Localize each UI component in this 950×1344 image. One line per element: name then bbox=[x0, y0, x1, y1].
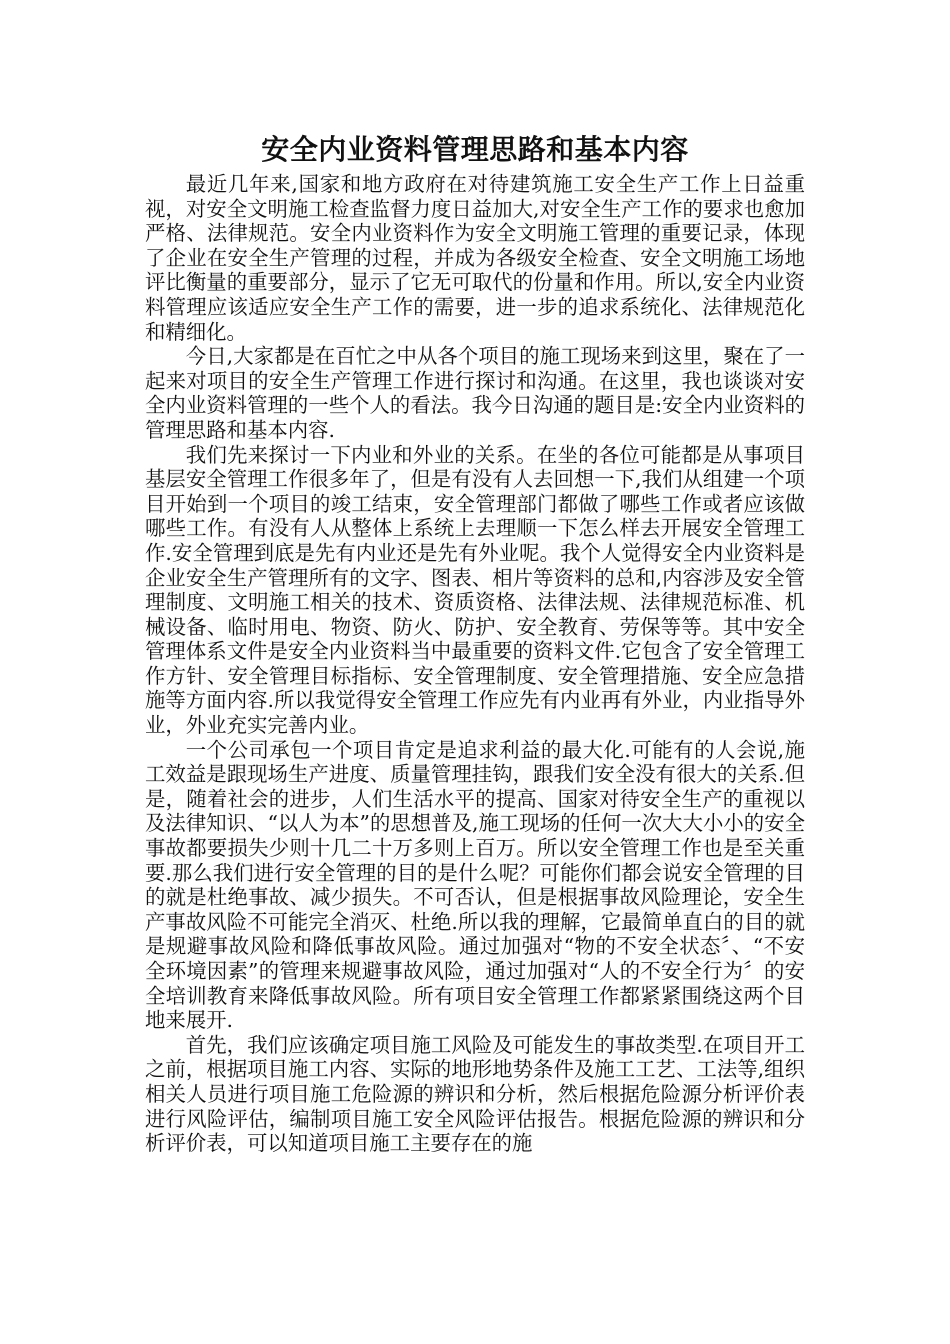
paragraph-today: 今日,大家都是在百忙之中从各个项目的施工现场来到这里，聚在了一起来对项目的安全生产管理工作进行探讨和沟通。在这里，我也谈谈对安全内业资料管理的一些个人的看法。我今日沟通的题目是:安全内业资料的管理思路和基本内容. bbox=[145, 344, 805, 442]
document-title: 安全内业资料管理思路和基本内容 bbox=[261, 133, 689, 166]
paragraph-intro: 最近几年来,国家和地方政府在对待建筑施工安全生产工作上日益重视，对安全文明施工检查监督力度日益加大,对安全生产工作的要求也愈加严格、法律规范。安全内业资料作为安全文明施工管理的重要记录，体现了企业在安全生产管理的过程，并成为各级安全检查、安全文明施工场地评比衡量的重要部分，显示了它无可取代的份量和作用。所以,安全内业资料管理应该适应安全生产工作的需要，进一步的追求系统化、法律规范化和精细化。 bbox=[145, 172, 805, 344]
paragraph-inner-outer: 我们先来探讨一下内业和外业的关系。在坐的各位可能都是从事项目基层安全管理工作很多年了，但是有没有人去回想一下,我们从组建一个项目开始到一个项目的竣工结束，安全管理部门都做了哪些工作或者应该做哪些工作。有没有人从整体上系统上去理顺一下怎么样去开展安全管理工作.安全管理到底是先有内业还是先有外业呢。我个人觉得安全内业资料是企业安全生产管理所有的文字、图表、相片等资料的总和,内容涉及安全管理制度、文明施工相关的技术、资质资格、法律法规、法律规范标准、机械设备、临时用电、物资、防火、防护、安全教育、劳保等等。其中安全管理体系文件是安全内业资料当中最重要的资料文件.它包含了安全管理工作方针、安全管理目标指标、安全管理制度、安全管理措施、安全应急措施等方面内容.所以我觉得安全管理工作应先有内业再有外业，内业指导外业，外业充实完善内业。 bbox=[145, 442, 805, 738]
document-page bbox=[145, 128, 805, 1156]
paragraph-purpose: 一个公司承包一个项目肯定是追求利益的最大化.可能有的人会说,施工效益是跟现场生产进度、质量管理挂钩，跟我们安全没有很大的关系.但是，随着社会的进步，人们生活水平的提高、国家对待安全生产的重视以及法律知识、“以人为本”的思想普及,施工现场的任何一次大大小小的安全事故都要损失少则十几二十万多则上百万。所以安全管理工作也是至关重要.那么我们进行安全管理的目的是什么呢？可能你们都会说安全管理的目的就是杜绝事故、减少损失。不可否认，但是根据事故风险理论，安全生产事故风险不可能完全消灭、杜绝.所以我的理解，它最简单直白的目的就是规避事故风险和降低事故风险。通过加强对“物的不安全状态〞、“不安全环境因素”的管理来规避事故风险，通过加强对“人的不安全行为〞的安全培训教育来降低事故风险。所有项目安全管理工作都紧紧围绕这两个目地来展开. bbox=[145, 737, 805, 1033]
paragraph-first-step: 首先，我们应该确定项目施工风险及可能发生的事故类型.在项目开工之前，根据项目施工内容、实际的地形地势条件及施工工艺、工法等,组织相关人员进行项目施工危险源的辨识和分析，然后根据危险源分析评价表进行风险评估，编制项目施工安全风险评估报告。根据危险源的辨识和分析评价表，可以知道项目施工主要存在的施 bbox=[145, 1032, 805, 1156]
